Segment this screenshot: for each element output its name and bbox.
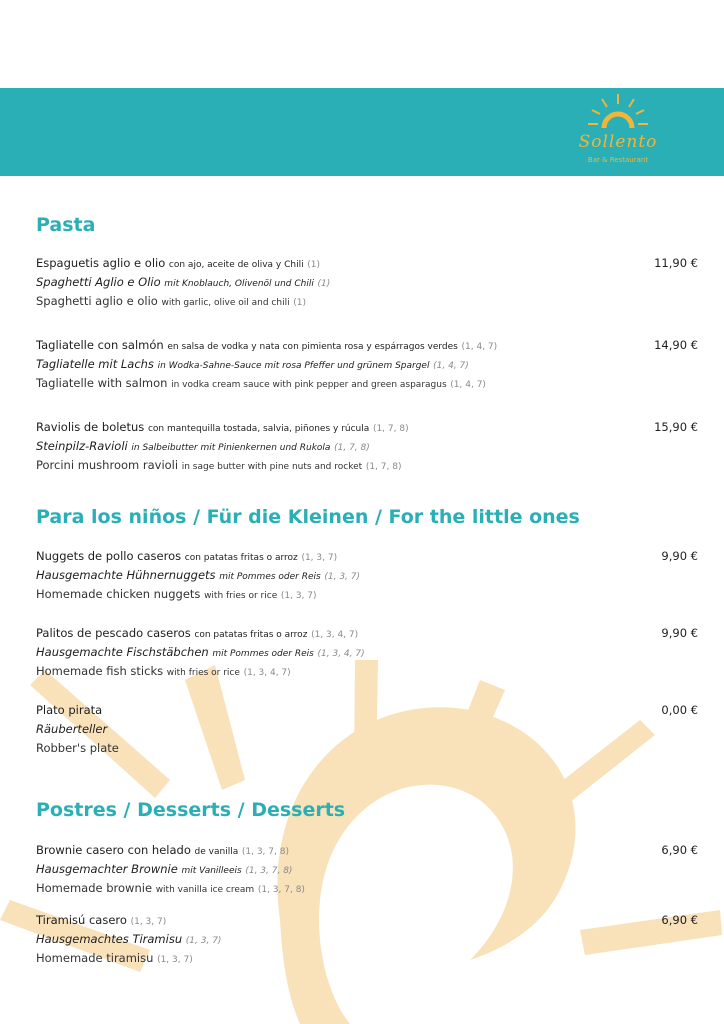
section-title: Postres / Desserts / Desserts — [36, 799, 346, 821]
item-name: Brownie casero con helado — [36, 843, 191, 857]
menu-item — [36, 911, 698, 968]
item-name: Homemade tiramisu — [36, 951, 154, 965]
item-description: in vodka cream sauce with pink pepper and green asparagus — [171, 380, 447, 390]
sun-logo-icon — [562, 92, 674, 136]
item-name: Hausgemachter Brownie — [36, 862, 178, 876]
menu-item — [36, 336, 698, 393]
item-name: Homemade fish sticks — [36, 664, 164, 678]
item-line-de — [36, 860, 698, 879]
item-line-es — [36, 254, 698, 273]
item-description: with fries or rice — [204, 591, 278, 601]
item-allergens: (1, 3, 7, 8) — [241, 847, 289, 857]
item-allergens: (1, 7, 8) — [365, 462, 402, 472]
item-price: 6,90 € — [661, 843, 698, 857]
item-name: Hausgemachtes Tiramisu — [36, 932, 183, 946]
item-line-en — [36, 662, 698, 681]
item-description: mit Knoblauch, Olivenöl und Chili — [164, 279, 314, 289]
item-description: with fries or rice — [166, 668, 240, 678]
item-line-es — [36, 418, 698, 437]
item-line-de — [36, 930, 698, 949]
item-allergens: (1, 4, 7) — [433, 361, 469, 371]
brand-logo — [562, 92, 674, 172]
item-allergens: (1, 4, 7) — [461, 342, 498, 352]
item-description: in Wodka-Sahne-Sauce mit rosa Pfeffer und grünem Spargel — [157, 361, 430, 371]
menu-item — [36, 254, 698, 311]
item-allergens: (1, 3, 4, 7) — [311, 630, 359, 640]
item-name: Porcini mushroom ravioli — [36, 458, 179, 472]
section-title: Pasta — [36, 214, 96, 236]
item-line-en — [36, 292, 698, 311]
item-line-es — [36, 701, 698, 720]
item-line-de — [36, 437, 698, 456]
item-allergens: (1, 3, 7, 8) — [257, 885, 305, 895]
item-line-es — [36, 547, 698, 566]
item-name: Raviolis de boletus — [36, 420, 145, 434]
item-description: in sage butter with pine nuts and rocket — [181, 462, 363, 472]
item-description: in Salbeibutter mit Pinienkernen und Rukola — [131, 443, 331, 453]
item-description: with garlic, olive oil and chili — [161, 298, 290, 308]
item-line-en — [36, 585, 698, 604]
menu-item — [36, 624, 698, 681]
item-description: con mantequilla tostada, salvia, piñones y rúcula — [147, 424, 370, 434]
item-name: Palitos de pescado caseros — [36, 626, 191, 640]
item-allergens: (1, 3, 7) — [280, 591, 317, 601]
item-description: con patatas fritas o arroz — [184, 553, 298, 563]
item-name: Räuberteller — [36, 722, 108, 736]
item-description: de vanilla — [194, 847, 239, 857]
item-description: mit Pommes oder Reis — [219, 572, 321, 582]
item-description: con patatas fritas o arroz — [194, 630, 308, 640]
item-description: mit Pommes oder Reis — [212, 649, 314, 659]
item-name: Homemade chicken nuggets — [36, 587, 201, 601]
item-name: Plato pirata — [36, 703, 103, 717]
item-allergens: (1, 3, 4, 7) — [243, 668, 291, 678]
item-line-es — [36, 336, 698, 355]
item-allergens: (1, 3, 4, 7) — [317, 649, 365, 659]
item-line-es — [36, 911, 698, 930]
item-line-de — [36, 720, 698, 739]
item-price: 0,00 € — [661, 703, 698, 717]
item-name: Tagliatelle with salmon — [36, 376, 168, 390]
item-name: Tagliatelle mit Lachs — [36, 357, 154, 371]
menu-item — [36, 701, 698, 758]
item-description: mit Vanilleeis — [181, 866, 242, 876]
item-name: Tagliatelle con salmón — [36, 338, 164, 352]
item-name: Spaghetti Aglio e Olio — [36, 275, 161, 289]
item-line-de — [36, 643, 698, 662]
item-name: Hausgemachte Hühnernuggets — [36, 568, 216, 582]
item-price: 15,90 € — [654, 420, 698, 434]
item-line-de — [36, 566, 698, 585]
item-name: Hausgemachte Fischstäbchen — [36, 645, 209, 659]
item-description: with vanilla ice cream — [155, 885, 255, 895]
item-description: con ajo, aceite de oliva y Chili — [168, 260, 304, 270]
item-allergens: (1, 3, 7) — [301, 553, 338, 563]
item-allergens: (1, 3, 7) — [157, 955, 193, 965]
item-allergens: (1) — [317, 279, 331, 289]
item-name: Spaghetti aglio e olio — [36, 294, 158, 308]
item-allergens: (1, 7, 8) — [334, 443, 370, 453]
item-allergens: (1, 3, 7) — [130, 917, 167, 927]
item-line-de — [36, 273, 698, 292]
item-allergens: (1, 3, 7) — [324, 572, 361, 582]
menu-item — [36, 547, 698, 604]
item-name: Espaguetis aglio e olio — [36, 256, 166, 270]
item-name: Robber's plate — [36, 741, 119, 755]
item-allergens: (1) — [307, 260, 321, 270]
brand-name: Sollento — [578, 132, 658, 152]
item-line-en — [36, 739, 698, 758]
item-name: Nuggets de pollo caseros — [36, 549, 182, 563]
item-price: 9,90 € — [661, 549, 698, 563]
item-line-es — [36, 624, 698, 643]
item-name: Steinpilz-Ravioli — [36, 439, 128, 453]
item-line-es — [36, 841, 698, 860]
menu-item — [36, 841, 698, 898]
item-price: 9,90 € — [661, 626, 698, 640]
section-title: Para los niños / Für die Kleinen / For the little ones — [36, 506, 580, 528]
item-name: Tiramisú casero — [36, 913, 127, 927]
item-line-en — [36, 374, 698, 393]
item-allergens: (1) — [293, 298, 306, 308]
item-line-en — [36, 949, 698, 968]
item-name: Homemade brownie — [36, 881, 153, 895]
brand-tagline: Bar & Restaurant — [587, 156, 649, 164]
item-allergens: (1, 3, 7) — [185, 936, 222, 946]
item-description: en salsa de vodka y nata con pimienta rosa y espárragos verdes — [167, 342, 458, 352]
item-price: 14,90 € — [654, 338, 698, 352]
menu-item — [36, 418, 698, 475]
item-price: 6,90 € — [661, 913, 698, 927]
item-line-en — [36, 879, 698, 898]
item-allergens: (1, 4, 7) — [450, 380, 486, 390]
item-price: 11,90 € — [654, 256, 698, 270]
item-allergens: (1, 3, 7, 8) — [245, 866, 293, 876]
item-line-en — [36, 456, 698, 475]
item-allergens: (1, 7, 8) — [372, 424, 409, 434]
item-line-de — [36, 355, 698, 374]
